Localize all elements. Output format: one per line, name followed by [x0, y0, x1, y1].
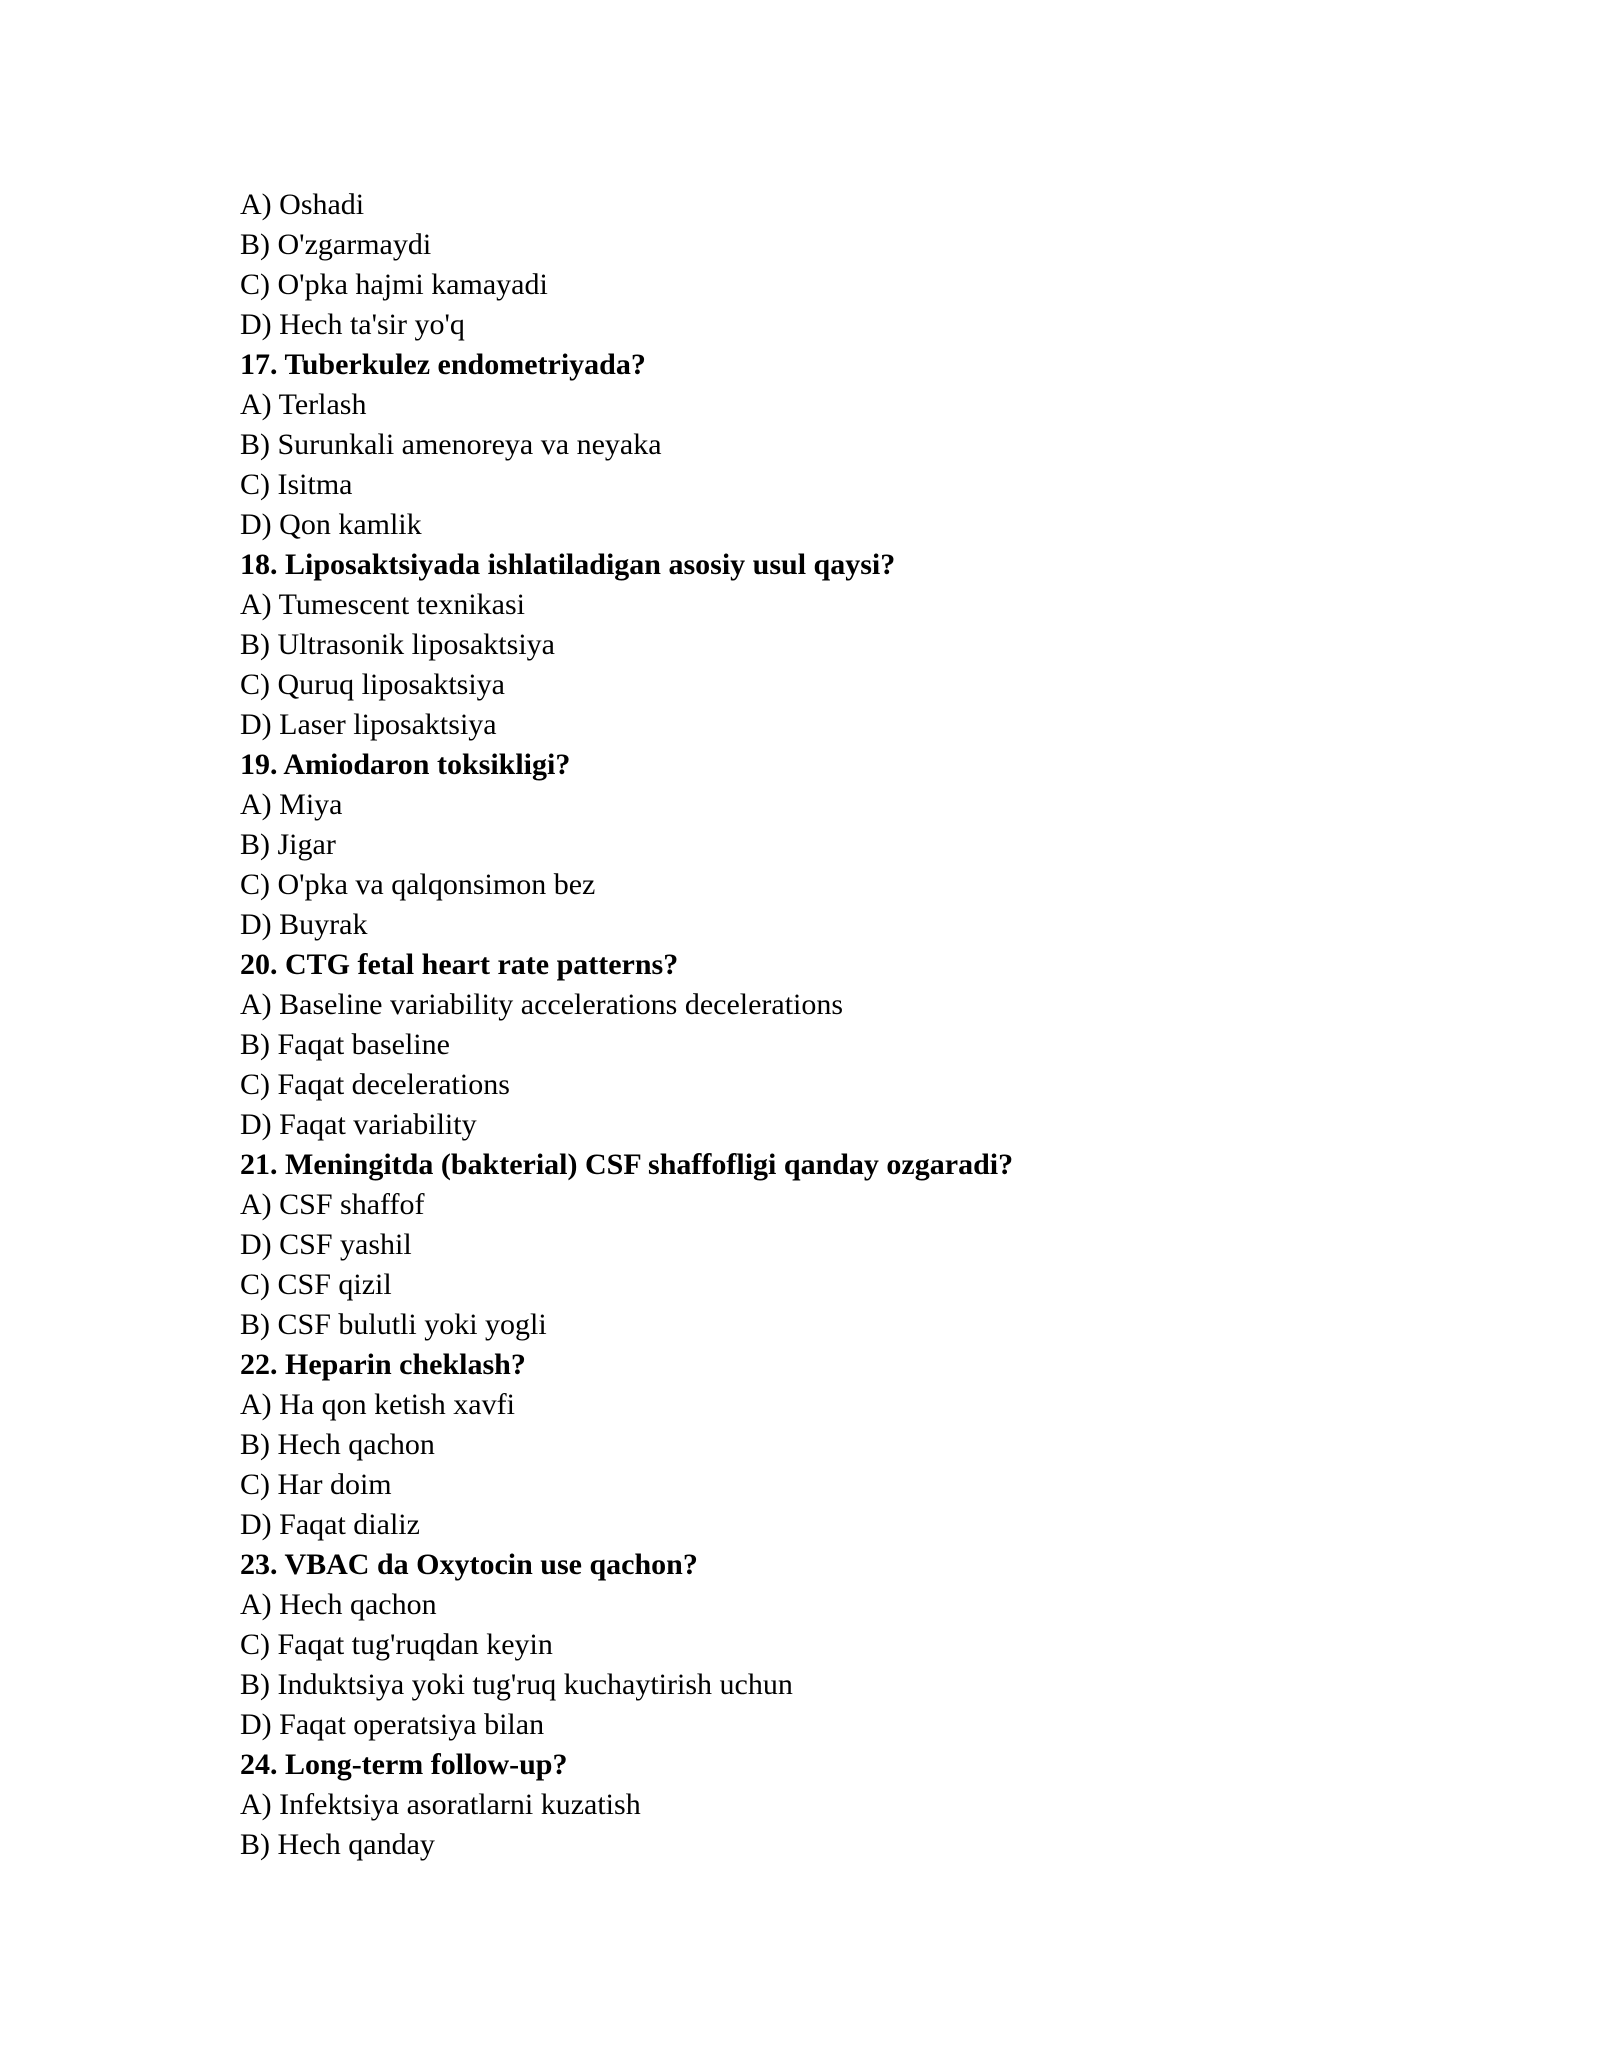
- answer-option: B) Faqat baseline: [240, 1028, 450, 1061]
- answer-option: B) Induktsiya yoki tug'ruq kuchaytirish uchun: [240, 1668, 793, 1701]
- answer-option: D) Laser liposaktsiya: [240, 708, 497, 741]
- answer-option: C) CSF qizil: [240, 1268, 392, 1301]
- answer-option: D) Hech ta'sir yo'q: [240, 308, 465, 341]
- answer-option: A) Hech qachon: [240, 1588, 437, 1621]
- answer-option: B) Surunkali amenoreya va neyaka: [240, 428, 662, 461]
- question-heading: 24. Long-term follow-up?: [240, 1748, 568, 1781]
- answer-option: B) CSF bulutli yoki yogli: [240, 1308, 547, 1341]
- answer-option: B) O'zgarmaydi: [240, 228, 432, 261]
- answer-option: A) Infektsiya asoratlarni kuzatish: [240, 1788, 641, 1821]
- quiz-content: [240, 185, 1360, 1865]
- answer-option: D) Faqat operatsiya bilan: [240, 1708, 545, 1741]
- answer-option: B) Ultrasonik liposaktsiya: [240, 628, 555, 661]
- answer-option: D) Faqat variability: [240, 1108, 477, 1141]
- question-heading: 20. CTG fetal heart rate patterns?: [240, 948, 679, 981]
- answer-option: A) Oshadi: [240, 188, 365, 221]
- answer-option: A) Terlash: [240, 388, 367, 421]
- answer-option: C) O'pka hajmi kamayadi: [240, 268, 548, 301]
- answer-option: C) Quruq liposaktsiya: [240, 668, 505, 701]
- answer-option: C) Faqat decelerations: [240, 1068, 510, 1101]
- answer-option: B) Hech qanday: [240, 1828, 435, 1861]
- answer-option: B) Hech qachon: [240, 1428, 435, 1461]
- answer-option: D) Buyrak: [240, 908, 368, 941]
- question-heading: 17. Tuberkulez endometriyada?: [240, 348, 646, 381]
- answer-option: A) CSF shaffof: [240, 1188, 425, 1221]
- question-heading: 18. Liposaktsiyada ishlatiladigan asosiy usul qaysi?: [240, 548, 896, 581]
- answer-option: A) Ha qon ketish xavfi: [240, 1388, 515, 1421]
- answer-option: A) Tumescent texnikasi: [240, 588, 525, 621]
- question-heading: 23. VBAC da Oxytocin use qachon?: [240, 1548, 698, 1581]
- question-heading: 21. Meningitda (bakterial) CSF shaffofligi qanday ozgaradi?: [240, 1148, 1014, 1181]
- answer-option: A) Miya: [240, 788, 343, 821]
- answer-option: D) CSF yashil: [240, 1228, 412, 1261]
- answer-option: A) Baseline variability accelerations decelerations: [240, 988, 844, 1021]
- question-heading: 19. Amiodaron toksikligi?: [240, 748, 571, 781]
- answer-option: B) Jigar: [240, 828, 336, 861]
- answer-option: C) O'pka va qalqonsimon bez: [240, 868, 596, 901]
- question-heading: 22. Heparin cheklash?: [240, 1348, 526, 1381]
- answer-option: C) Faqat tug'ruqdan keyin: [240, 1628, 553, 1661]
- answer-option: D) Qon kamlik: [240, 508, 422, 541]
- answer-option: D) Faqat dializ: [240, 1508, 420, 1541]
- answer-option: C) Har doim: [240, 1468, 392, 1501]
- answer-option: C) Isitma: [240, 468, 353, 501]
